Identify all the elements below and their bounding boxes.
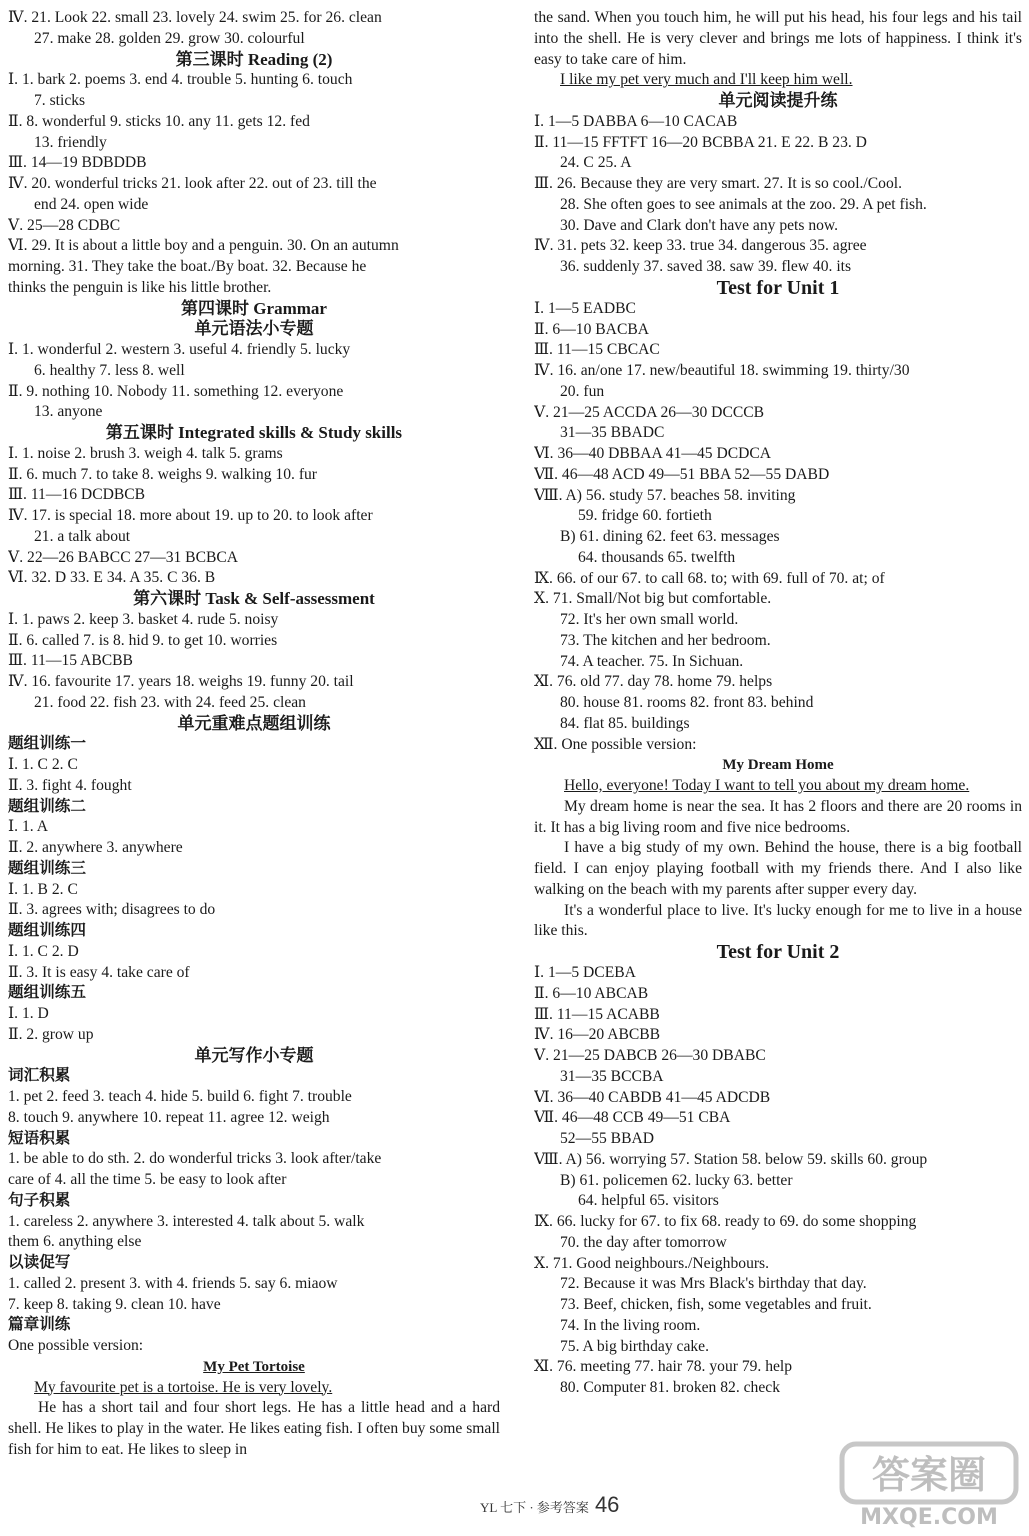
right-line-35: Hello, everyone! Today I want to tell you about my dream home. <box>564 777 970 794</box>
right-line-24: 64. thousands 65. twelfth <box>578 548 736 566</box>
right-line-32: 84. flat 85. buildings <box>560 714 690 732</box>
right-line-10: 36. suddenly 37. saved 38. saw 39. flew 40. its <box>560 258 852 275</box>
right-line-5: 24. C 25. A <box>560 154 632 172</box>
right-line-19: Ⅵ. 36—40 DBBAA 41—45 DCDCA <box>534 445 772 462</box>
left-line-54: 短语积累 <box>8 1129 71 1147</box>
right-line-16: 20. fun <box>560 382 605 400</box>
right-line-26: Ⅹ. 71. Small/Not big but comfortable. <box>534 590 772 608</box>
right-line-1: I like my pet very much and I'll keep him well. <box>560 71 853 89</box>
right-line-44: Ⅴ. 21—25 DABCB 26—30 DBABC <box>534 1047 766 1064</box>
left-line-64: One possible version: <box>8 1337 144 1354</box>
left-line-44: 题组训练四 <box>8 922 86 939</box>
left-line-22: Ⅱ. 6. much 7. to take 8. weighs 9. walking 10. fur <box>8 465 317 483</box>
left-line-28: 第六课时 Task & Self-assessment <box>133 589 375 608</box>
left-line-10: Ⅴ. 25—28 CDBC <box>8 216 121 234</box>
left-line-49: Ⅱ. 2. grow up <box>8 1025 94 1043</box>
right-line-2: 单元阅读提升练 <box>718 91 838 110</box>
right-line-30: Ⅺ. 76. old 77. day 78. home 79. helps <box>534 673 773 691</box>
right-line-8: 30. Dave and Clark don't have any pets now. <box>560 216 839 234</box>
left-line-58: 1. careless 2. anywhere 3. interested 4. talk about 5. walk <box>8 1212 365 1230</box>
left-line-16: Ⅰ. 1. wonderful 2. western 3. useful 4. friendly 5. lucky <box>8 341 351 358</box>
right-line-50: B) 61. policemen 62. lucky 63. better <box>560 1171 793 1189</box>
right-line-48: 52—55 BBAD <box>560 1130 655 1147</box>
right-line-34: My Dream Home <box>722 757 834 774</box>
left-line-67: He has a short tail and four short legs. He has a little head and a hard shell. He likes to play in the water. He likes eating fish. I often buy some small fish for him to eat. He likes to sleep in <box>8 1399 500 1458</box>
left-line-4: 7. sticks <box>34 92 86 109</box>
right-line-60: 80. Computer 81. broken 82. check <box>560 1379 780 1396</box>
left-line-50: 单元写作小专题 <box>194 1045 314 1065</box>
right-line-45: 31—35 BCCBA <box>560 1067 664 1085</box>
left-line-39: Ⅰ. 1. A <box>8 818 48 836</box>
left-line-37: Ⅱ. 3. fight 4. fought <box>8 776 132 794</box>
left-line-7: Ⅲ. 14—19 BDBDDB <box>8 154 147 172</box>
right-line-9: Ⅳ. 31. pets 32. keep 33. true 34. dangerous 35. agree <box>534 237 867 255</box>
right-line-38: It's a wonderful place to live. It's lucky enough for me to live in a house like this. <box>534 901 1022 940</box>
left-line-40: Ⅱ. 2. anywhere 3. anywhere <box>8 839 183 856</box>
right-line-57: 74. In the living room. <box>560 1316 701 1334</box>
left-line-66: My favourite pet is a tortoise. He is very lovely. <box>34 1378 333 1396</box>
right-line-6: Ⅲ. 26. Because they are very smart. 27. It is so cool./Cool. <box>534 175 902 192</box>
right-line-14: Ⅲ. 11—15 CBCAC <box>534 341 660 359</box>
right-line-21: Ⅷ. A) 56. study 57. beaches 58. inviting <box>534 486 796 504</box>
right-line-29: 74. A teacher. 75. In Sichuan. <box>560 652 744 670</box>
left-line-27: Ⅵ. 32. D 33. E 34. A 35. C 36. B <box>8 569 216 587</box>
right-line-47: Ⅶ. 46—48 CCB 49—51 CBA <box>534 1109 731 1127</box>
left-line-29: Ⅰ. 1. paws 2. keep 3. basket 4. rude 5. noisy <box>8 610 279 628</box>
left-line-36: Ⅰ. 1. C 2. C <box>8 756 78 773</box>
right-line-46: Ⅵ. 36—40 CABDB 41—45 ADCDB <box>534 1088 771 1106</box>
left-line-45: Ⅰ. 1. C 2. D <box>8 942 79 960</box>
right-column <box>534 8 1022 1399</box>
right-line-23: B) 61. dining 62. feet 63. messages <box>560 528 780 545</box>
right-line-7: 28. She often goes to see animals at the zoo. 29. A pet fish. <box>560 195 927 213</box>
right-line-3: Ⅰ. 1—5 DABBA 6—10 CACAB <box>534 112 738 130</box>
left-line-6: 13. friendly <box>34 133 107 151</box>
right-line-13: Ⅱ. 6—10 BACBA <box>534 320 650 338</box>
left-line-55: 1. be able to do sth. 2. do wonderful tricks 3. look after/take <box>8 1150 382 1168</box>
right-line-53: 70. the day after tomorrow <box>560 1233 727 1251</box>
left-line-25: 21. a talk about <box>34 527 131 545</box>
left-line-38: 题组训练二 <box>8 797 86 815</box>
left-line-43: Ⅱ. 3. agrees with; disagrees to do <box>8 901 216 919</box>
right-line-0: the sand. When you touch him, he will put his head, his four legs and his tail into the shell. He is very clever and brings me lots of happiness. I think it's easy to take care of him. <box>534 9 1022 68</box>
right-line-58: 75. A big birthday cake. <box>560 1337 709 1355</box>
left-line-18: Ⅱ. 9. nothing 10. Nobody 11. something 12. everyone <box>8 382 344 400</box>
right-line-40: Ⅰ. 1—5 DCEBA <box>534 964 636 981</box>
left-line-30: Ⅱ. 6. called 7. is 8. hid 9. to get 10. worries <box>8 631 278 649</box>
left-line-63: 篇章训练 <box>8 1316 71 1334</box>
left-column <box>8 8 500 1461</box>
right-line-43: Ⅳ. 16—20 ABCBB <box>534 1026 661 1044</box>
right-line-39: Test for Unit 2 <box>716 942 840 963</box>
left-line-8: Ⅳ. 20. wonderful tricks 21. look after 22. out of 23. till the <box>8 175 377 192</box>
right-line-51: 64. helpful 65. visitors <box>578 1192 719 1210</box>
left-line-15: 单元语法小专题 <box>194 319 314 339</box>
left-line-41: 题组训练三 <box>8 859 86 877</box>
left-line-33: 21. food 22. fish 23. with 24. feed 25. clean <box>34 693 306 711</box>
left-line-31: Ⅲ. 11—15 ABCBB <box>8 652 133 670</box>
page-footer <box>480 1492 619 1518</box>
left-line-35: 题组训练一 <box>8 735 86 753</box>
right-line-33: Ⅻ. One possible version: <box>534 735 697 753</box>
right-line-55: 72. Because it was Mrs Black's birthday that day. <box>560 1275 867 1293</box>
page-number: 46 <box>594 1492 620 1517</box>
watermark-logo <box>836 1440 1022 1530</box>
right-line-18: 31—35 BBADC <box>560 424 665 442</box>
left-line-2: 第三课时 Reading (2) <box>175 49 333 69</box>
left-line-23: Ⅲ. 11—16 DCDBCB <box>8 486 146 504</box>
right-line-25: Ⅸ. 66. of our 67. to call 68. to; with 69. full of 70. at; of <box>534 569 885 587</box>
left-line-24: Ⅳ. 17. is special 18. more about 19. up to 20. to look after <box>8 507 373 524</box>
watermark-title: 答案圈 <box>871 1453 987 1497</box>
left-line-1: 27. make 28. golden 29. grow 30. colourful <box>34 29 305 47</box>
right-line-54: Ⅹ. 71. Good neighbours./Neighbours. <box>534 1254 770 1272</box>
left-line-48: Ⅰ. 1. D <box>8 1005 49 1022</box>
left-line-3: Ⅰ. 1. bark 2. poems 3. end 4. trouble 5. hunting 6. touch <box>8 71 353 89</box>
right-line-22: 59. fridge 60. fortieth <box>578 507 712 525</box>
right-line-27: 72. It's her own small world. <box>560 611 739 628</box>
left-line-11: Ⅵ. 29. It is about a little boy and a penguin. 30. On an autumn <box>8 237 399 255</box>
left-line-57: 句子积累 <box>8 1191 71 1209</box>
left-line-5: Ⅱ. 8. wonderful 9. sticks 10. any 11. gets 12. fed <box>8 112 310 130</box>
left-line-61: 1. called 2. present 3. with 4. friends 5. say 6. miaow <box>8 1274 338 1292</box>
right-line-31: 80. house 81. rooms 82. front 83. behind <box>560 694 814 711</box>
right-line-11: Test for Unit 1 <box>716 277 840 299</box>
left-line-17: 6. healthy 7. less 8. well <box>34 361 185 379</box>
right-line-17: Ⅴ. 21—25 ACCDA 26—30 DCCCB <box>534 403 765 421</box>
left-line-62: 7. keep 8. taking 9. clean 10. have <box>8 1295 221 1313</box>
right-line-52: Ⅸ. 66. lucky for 67. to fix 68. ready to 69. do some shopping <box>534 1213 917 1230</box>
right-line-4: Ⅱ. 11—15 FFTFT 16—20 BCBBA 21. E 22. B 23. D <box>534 133 867 151</box>
left-line-14: 第四课时 Grammar <box>181 298 327 318</box>
right-line-41: Ⅱ. 6—10 ABCAB <box>534 984 649 1002</box>
right-line-49: Ⅷ. A) 56. worrying 57. Station 58. below 59. skills 60. group <box>534 1150 928 1168</box>
left-line-32: Ⅳ. 16. favourite 17. years 18. weighs 19. funny 20. tail <box>8 673 354 690</box>
left-line-60: 以读促写 <box>8 1254 71 1271</box>
left-line-19: 13. anyone <box>34 403 103 421</box>
left-line-56: care of 4. all the time 5. be easy to look after <box>8 1171 287 1188</box>
right-line-56: 73. Beef, chicken, fish, some vegetables and fruit. <box>560 1296 872 1313</box>
left-line-51: 词汇积累 <box>8 1067 71 1085</box>
left-line-52: 1. pet 2. feed 3. teach 4. hide 5. build 6. fight 7. trouble <box>8 1088 352 1105</box>
left-line-21: Ⅰ. 1. noise 2. brush 3. weigh 4. talk 5. grams <box>8 444 283 462</box>
right-line-59: Ⅺ. 76. meeting 77. hair 78. your 79. help <box>534 1358 793 1376</box>
left-line-9: end 24. open wide <box>34 195 149 213</box>
left-line-42: Ⅰ. 1. B 2. C <box>8 880 78 898</box>
right-line-36: My dream home is near the sea. It has 2 floors and there are 20 rooms in it. It has a big living room and five nice bedrooms. <box>534 797 1022 836</box>
right-line-15: Ⅳ. 16. an/one 17. new/beautiful 18. swimming 19. thirty/30 <box>534 362 910 379</box>
right-line-12: Ⅰ. 1—5 EADBC <box>534 299 636 317</box>
left-line-13: thinks the penguin is like his little brother. <box>8 278 272 296</box>
left-line-46: Ⅱ. 3. It is easy 4. take care of <box>8 963 190 981</box>
right-line-42: Ⅲ. 11—15 ACABB <box>534 1005 660 1023</box>
left-line-53: 8. touch 9. anywhere 10. repeat 11. agree 12. weigh <box>8 1108 330 1126</box>
left-line-12: morning. 31. They take the boat./By boat. 32. Because he <box>8 258 367 275</box>
right-line-28: 73. The kitchen and her bedroom. <box>560 631 771 649</box>
right-line-37: I have a big study of my own. Behind the house, there is a big football field. I can enjoy playing football with my friends there. And I also like walking on the beach with my parents after supper every day. <box>534 839 1022 898</box>
left-line-0: Ⅳ. 21. Look 22. small 23. lovely 24. swim 25. for 26. clean <box>8 9 382 26</box>
footer-tag: YL 七下 · 参考答案 <box>480 1500 589 1515</box>
left-line-47: 题组训练五 <box>8 984 86 1002</box>
left-line-65: My Pet Tortoise <box>203 1358 305 1375</box>
left-line-26: Ⅴ. 22—26 BABCC 27—31 BCBCA <box>8 548 239 566</box>
right-line-20: Ⅶ. 46—48 ACD 49—51 BBA 52—55 DABD <box>534 465 830 483</box>
left-line-20: 第五课时 Integrated skills & Study skills <box>105 423 403 442</box>
left-line-34: 单元重难点题组训练 <box>177 713 331 733</box>
left-line-59: them 6. anything else <box>8 1233 142 1251</box>
watermark-url: MXQE.COM <box>860 1505 998 1530</box>
